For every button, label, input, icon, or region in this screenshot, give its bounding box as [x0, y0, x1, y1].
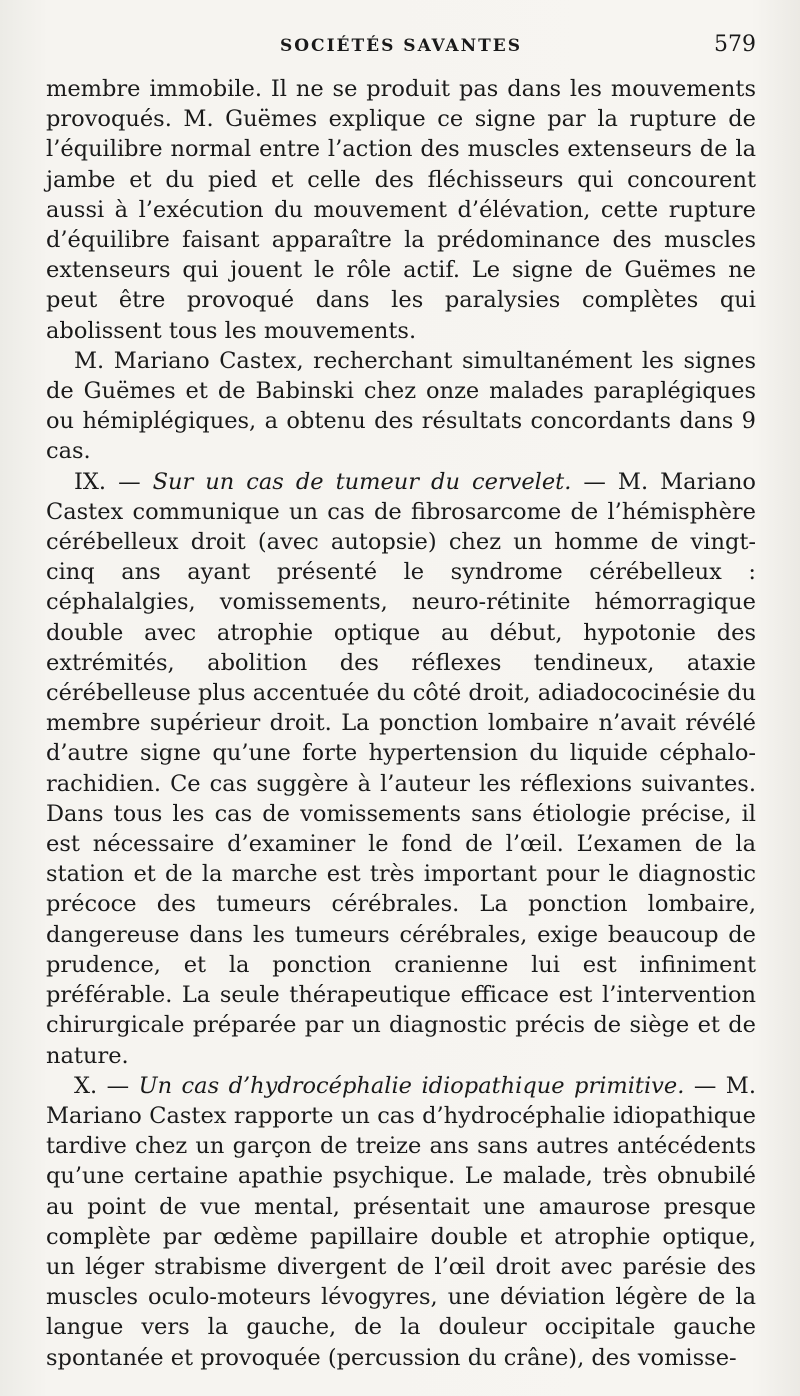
section-number: IX. — — [74, 468, 153, 495]
section-x — [46, 1071, 756, 1373]
page-header — [46, 28, 756, 68]
section-title: Sur un cas de tumeur du cervelet. — [152, 468, 572, 495]
section-text: — M. Mariano Castex communique un cas de fibrosarcome de l’hémisphère cérébelleux droit (avec autopsie) chez un homme de vingt-cinq ans ayant présenté le syndrome cérébelleux : céphalalgies, vomissements, neuro-rétinite hémorragique double avec atrophie optique au début, hypotonie des extrémités, abolition des réflexes tendineux, ataxie cérébelleuse plus accentuée du côté droit, adiadococinésie du membre supérieur droit. La ponction lombaire n’avait révélé d’autre signe qu’une forte hypertension du liquide céphalo-rachidien. Ce cas suggère à l’auteur les réflexions suivantes. Dans tous les cas de vomissements sans étiologie précise, il est nécessaire d’examiner le fond de l’œil. L’examen de la station et de la marche est très important pour le diagnostic précoce des tumeurs cérébrales. La ponction lombaire, dangereuse dans les tumeurs cérébrales, exige beaucoup de prudence, et la ponction cranienne lui est infiniment préférable. La seule thérapeutique efficace est l’intervention chirurgicale préparée par un diagnostic précis de siège et de nature. — [46, 468, 756, 1069]
page-number: 579 — [714, 32, 756, 57]
paragraph-text: membre immobile. Il ne se produit pas dans les mouvements provoqués. M. Guëmes explique ce signe par la rupture de l’équilibre normal entre l’action des muscles extenseurs de la jambe et du pied et celle des fléchisseurs qui concourent aussi à l’exécution du mouvement d’élévation, cette rupture d’équilibre faisant apparaître la prédominance des muscles extenseurs qui jouent le rôle actif. Le signe de Guëmes ne peut être provoqué dans les paralysies complètes qui abolissent tous les mouvements. — [46, 76, 756, 344]
body-text — [46, 74, 756, 1373]
paragraph-continuation — [46, 74, 756, 346]
section-title: Un cas d’hydrocéphalie idiopathique primitive. — [138, 1072, 685, 1099]
section-text: — M. Mariano Castex rapporte un cas d’hydrocéphalie idiopathique tardive chez un garçon de treize ans sans autres antécédents qu’une certaine apathie psychique. Le malade, très obnubilé au point de vue mental, présentait une amaurose presque complète par œdème papillaire double et atrophie optique, un léger strabisme divergent de l’œil droit avec parésie des muscles oculo-moteurs lévogyres, une déviation légère de la langue vers la gauche, de la douleur occipitale gauche spontanée et provoquée (percussion du crâne), des vomisse- — [46, 1072, 756, 1371]
running-title: SOCIÉTÉS SAVANTES — [279, 36, 523, 56]
paragraph-castex-signs — [46, 346, 756, 467]
section-ix — [46, 467, 756, 1071]
paragraph-text: M. Mariano Castex, recherchant simultanément les signes de Guëmes et de Babinski chez onze malades paraplégiques ou hémiplégiques, a obtenu des résultats concordants dans 9 cas. — [46, 347, 756, 465]
section-number: X. — — [74, 1072, 139, 1099]
